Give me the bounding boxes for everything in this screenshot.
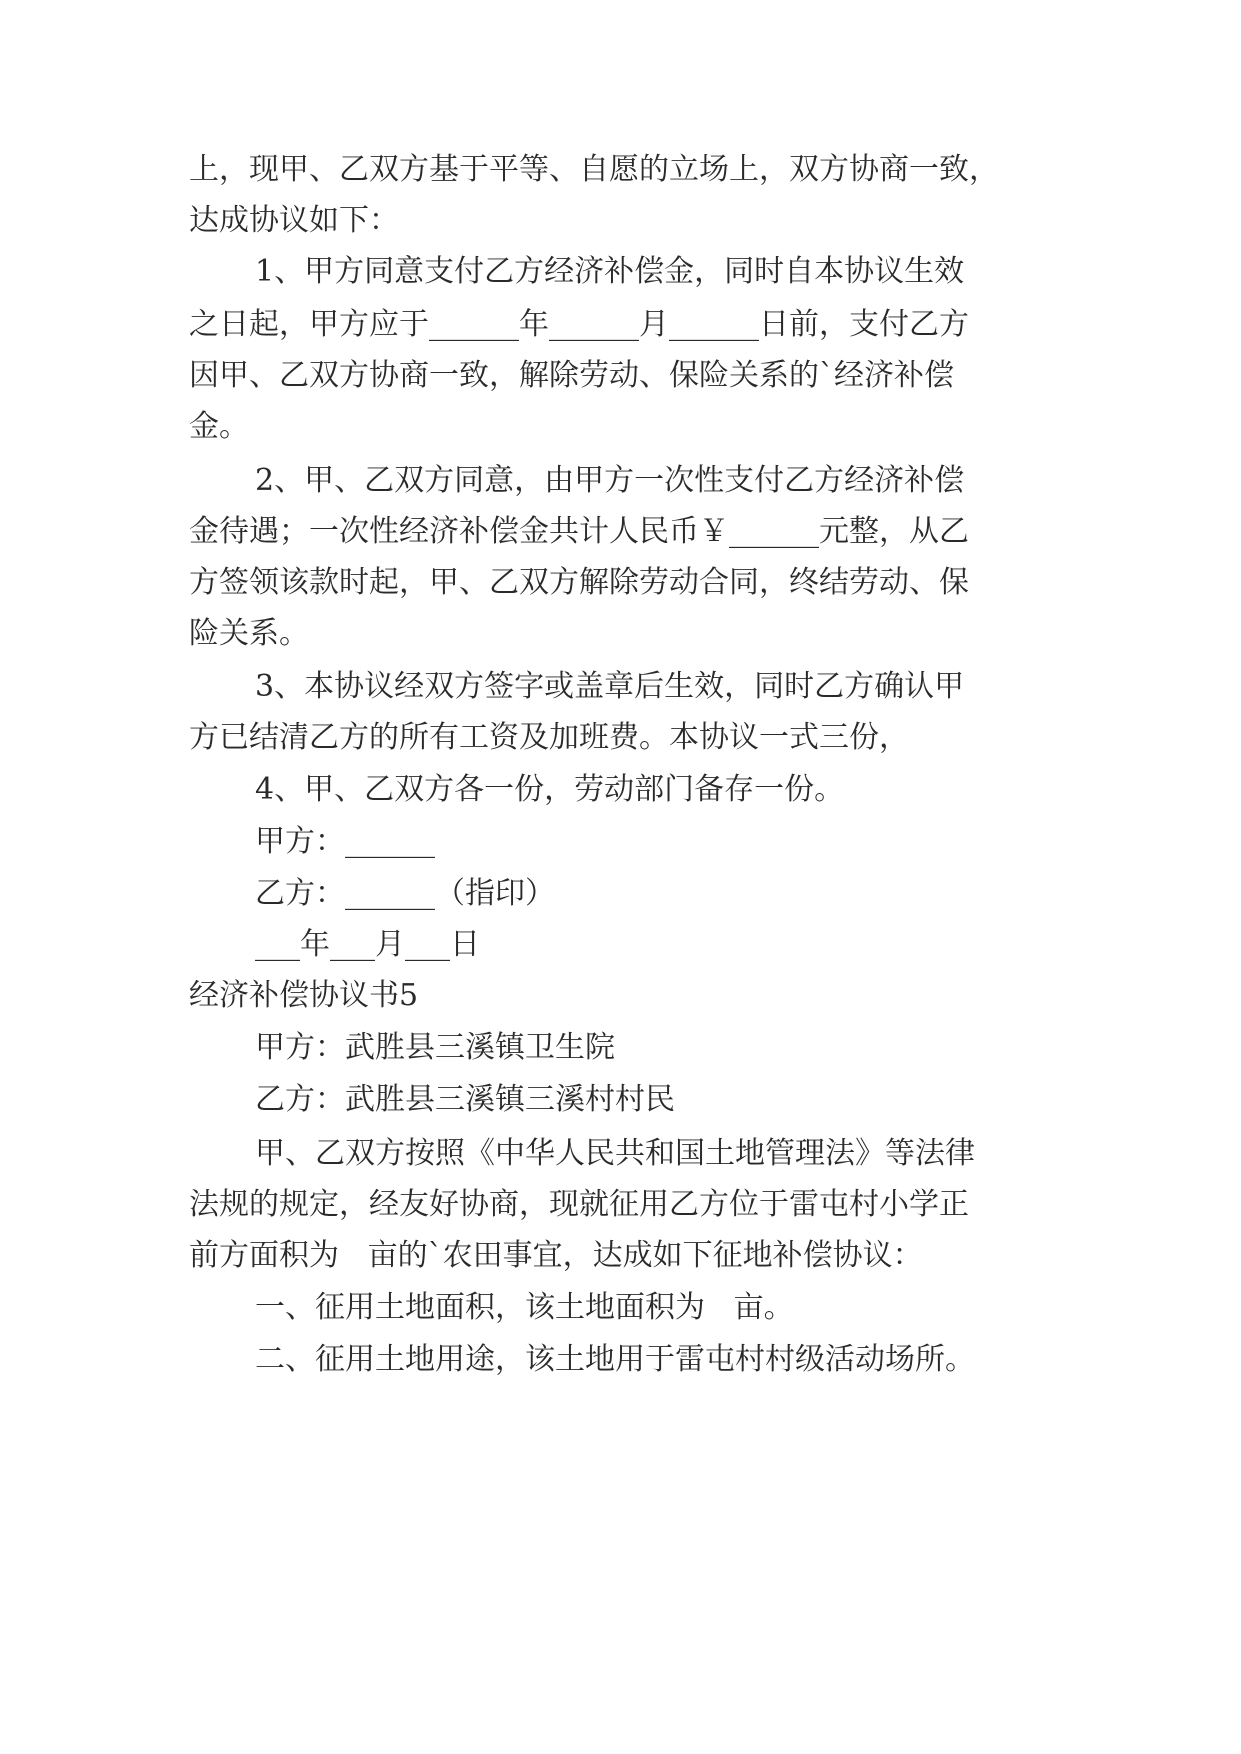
text-line: 2、甲、乙双方同意，由甲方一次性支付乙方经济补偿 bbox=[255, 463, 965, 498]
text-line: 金待遇；一次性经济补偿金共计人民币￥______元整，从乙 bbox=[189, 514, 969, 549]
section-title: 经济补偿协议书5 bbox=[189, 978, 419, 1013]
text-line: 1、甲方同意支付乙方经济补偿金，同时自本协议生效 bbox=[255, 254, 965, 289]
text-line: 一、征用土地面积，该土地面积为 亩。 bbox=[255, 1290, 794, 1325]
text-line: 方签领该款时起，甲、乙双方解除劳动合同，终结劳动、保 bbox=[189, 565, 969, 600]
text-line: 乙方：武胜县三溪镇三溪村村民 bbox=[255, 1082, 675, 1117]
date-line: ___年___月___日 bbox=[255, 927, 480, 962]
text-line: 上，现甲、乙双方基于平等、自愿的立场上，双方协商一致， bbox=[189, 152, 999, 187]
text-line: 甲、乙双方按照《中华人民共和国土地管理法》等法律 bbox=[255, 1136, 975, 1171]
text-line: 法规的规定，经友好协商，现就征用乙方位于雷屯村小学正 bbox=[189, 1187, 969, 1222]
signature-line-party-a: 甲方：______ bbox=[255, 824, 435, 859]
text-line: 险关系。 bbox=[189, 616, 309, 651]
text-line: 方已结清乙方的所有工资及加班费。本协议一式三份， bbox=[189, 720, 909, 755]
text-line: 4、甲、乙双方各一份，劳动部门备存一份。 bbox=[255, 772, 845, 807]
text-line: 二、征用土地用途，该土地用于雷屯村村级活动场所。 bbox=[255, 1342, 975, 1377]
text-line: 之日起，甲方应于______年______月______日前，支付乙方 bbox=[189, 307, 969, 342]
text-line: 3、本协议经双方签字或盖章后生效，同时乙方确认甲 bbox=[255, 669, 965, 704]
text-line: 甲方：武胜县三溪镇卫生院 bbox=[255, 1030, 615, 1065]
signature-line-party-b: 乙方：______（指印） bbox=[255, 876, 555, 911]
text-line: 达成协议如下： bbox=[189, 203, 399, 238]
text-line: 前方面积为 亩的`农田事宜，达成如下征地补偿协议： bbox=[189, 1238, 923, 1273]
text-line: 金。 bbox=[189, 409, 249, 444]
text-line: 因甲、乙双方协商一致，解除劳动、保险关系的`经济补偿 bbox=[189, 358, 954, 393]
